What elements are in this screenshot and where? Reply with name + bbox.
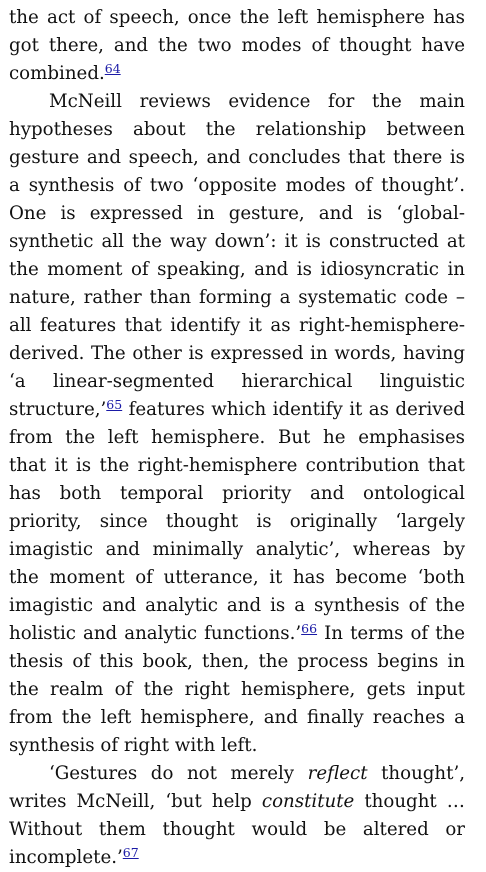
paragraph-3-text-a: ‘Gestures do not merely <box>49 763 308 784</box>
paragraph-2 <box>9 88 465 760</box>
emphasis-constitute: constitute <box>261 791 355 812</box>
paragraph-2-text-a: McNeill reviews evidence for the main hypotheses about the relationship between gesture and speech, and concludes that there is a synthesis of two ‘opposite modes of thought’. One is expressed in gesture, and is ‘global-synthetic all the way down’: it is constructed at the moment of speaking, and is idiosyncratic in nature, rather than forming a systematic code – all features that identify it as right-hemisphere-derived. The other is expressed in words, having ‘a linear-segmented hierarchical linguistic structure,’ <box>9 91 465 420</box>
paragraph-3-text-b: thought’, writes McNeill, ‘but help <box>9 763 466 812</box>
footnote-link-64[interactable]: 64 <box>104 61 121 76</box>
paragraph-1 <box>9 4 465 88</box>
paragraph-3-text-c: thought … Without them thought would be altered or incomplete.’ <box>9 791 465 868</box>
footnote-link-66[interactable]: 66 <box>301 621 318 636</box>
footnote-link-67[interactable]: 67 <box>122 845 139 860</box>
footnote-link-65[interactable]: 65 <box>106 397 123 412</box>
book-page <box>9 4 465 872</box>
emphasis-reflect: reflect <box>307 763 368 784</box>
paragraph-2-text-c: In terms of the thesis of this book, then, the process begins in the realm of the right hemisphere, gets input from the left hemisphere, and finally reaches a synthesis of right with left. <box>9 623 465 756</box>
paragraph-2-text-b: features which identify it as derived from the left hemisphere. But he emphasises that it is the right-hemisphere contribution that has both temporal priority and ontological priority, since thought is originally ‘largely imagistic and minimally analytic’, whereas by the moment of utterance, it has become ‘both imagistic and analytic and is a synthesis of the holistic and analytic functions.’ <box>9 399 465 644</box>
paragraph-3 <box>9 760 465 872</box>
paragraph-1-text: the act of speech, once the left hemisphere has got there, and the two modes of thought have combined. <box>9 7 465 84</box>
